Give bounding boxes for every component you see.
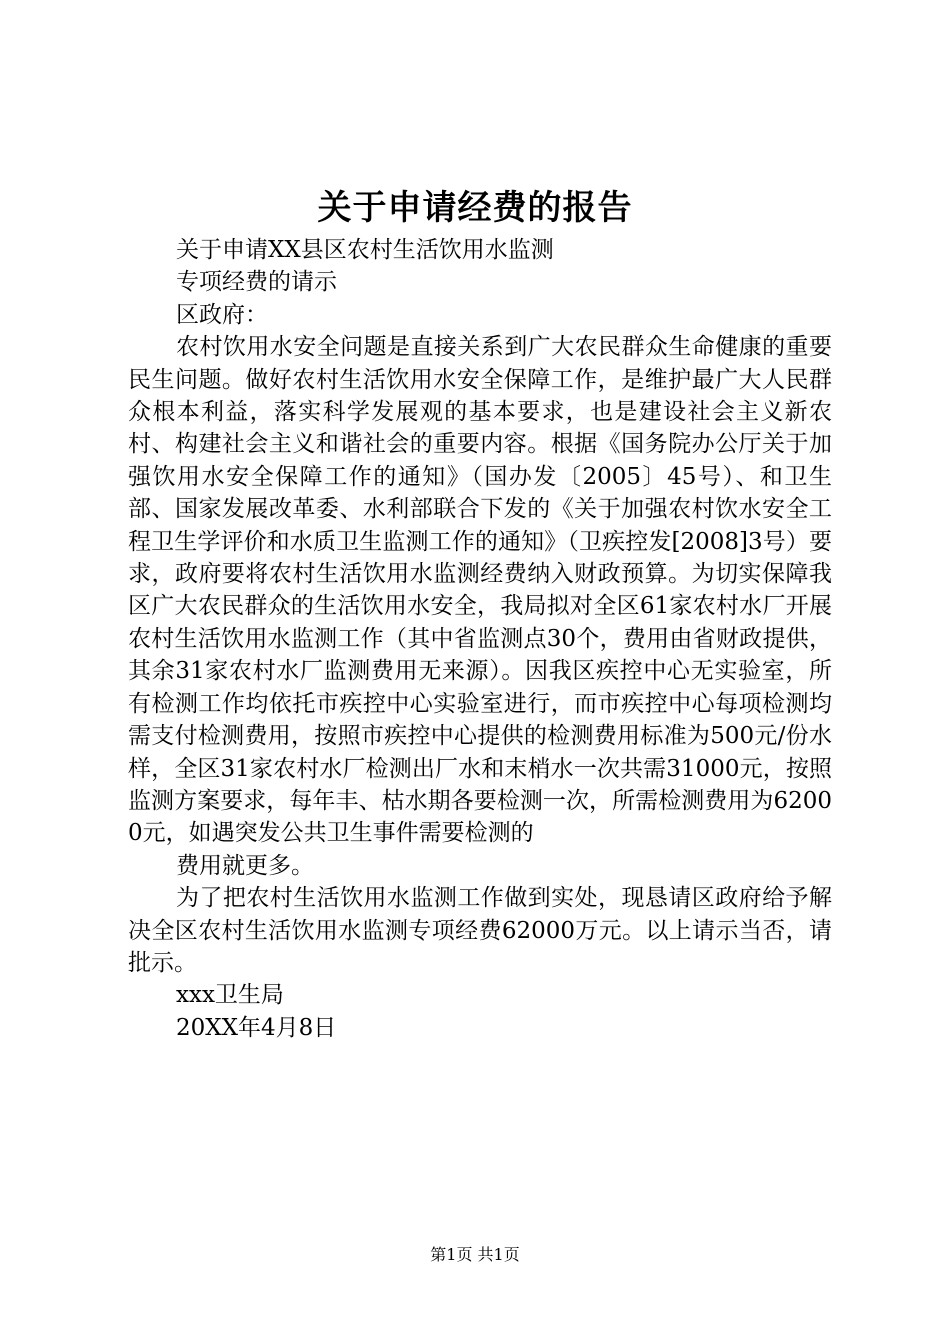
request-paragraph: 为了把农村生活饮用水监测工作做到实处，现恳请区政府给予解决全区农村生活饮用水监测专项经费62000万元。以上请示当否，请批示。 <box>128 885 832 976</box>
continuation-paragraph: 费用就更多。 <box>176 852 314 879</box>
recipient-line: 区政府： <box>176 301 268 328</box>
page-footer: 第1页 共1页 <box>430 1245 520 1264</box>
date-line: 20XX年4月8日 <box>176 1014 337 1041</box>
subject-line-2: 专项经费的请示 <box>176 269 337 296</box>
main-paragraph: 农村饮用水安全问题是直接关系到广大农民群众生命健康的重要民生问题。做好农村生活饮用水安全保障工作，是维护最广大人民群众根本利益，落实科学发展观的基本要求，也是建设社会主义新农村、构建社会主义和谐社会的重要内容。根据《国务院办公厅关于加强饮用水安全保障工作的通知》（国办发〔2005〕45号）、和卫生部、国家发展改革委、水利部联合下发的《关于加强农村饮水安全工程卫生学评价和水质卫生监测工作的通知》（卫疾控发[2008]3号）要求，政府要将农村生活饮用水监测经费纳入财政预算。为切实保障我区广大农民群众的生活饮用水安全，我局拟对全区61家农村水厂开展农村生活饮用水监测工作（其中省监测点30个，费用由省财政提供，其余31家农村水厂监测费用无来源）。因我区疾控中心无实验室，所有检测工作均依托市疾控中心实验室进行，而市疾控中心每项检测均需支付检测费用，按照市疾控中心提供的检测费用标准为500元/份水样，全区31家农村水厂检测出厂水和末梢水一次共需31000元，按照监测方案要求，每年丰、枯水期各要检测一次，所需检测费用为62000元，如遇突发公共卫生事件需要检测的 <box>128 334 832 847</box>
document-title: 关于申请经费的报告 <box>317 188 633 228</box>
signature-line: xxx卫生局 <box>176 982 284 1009</box>
document-body <box>128 234 832 1044</box>
subject-line-1: 关于申请XX县区农村生活饮用水监测 <box>176 237 554 263</box>
